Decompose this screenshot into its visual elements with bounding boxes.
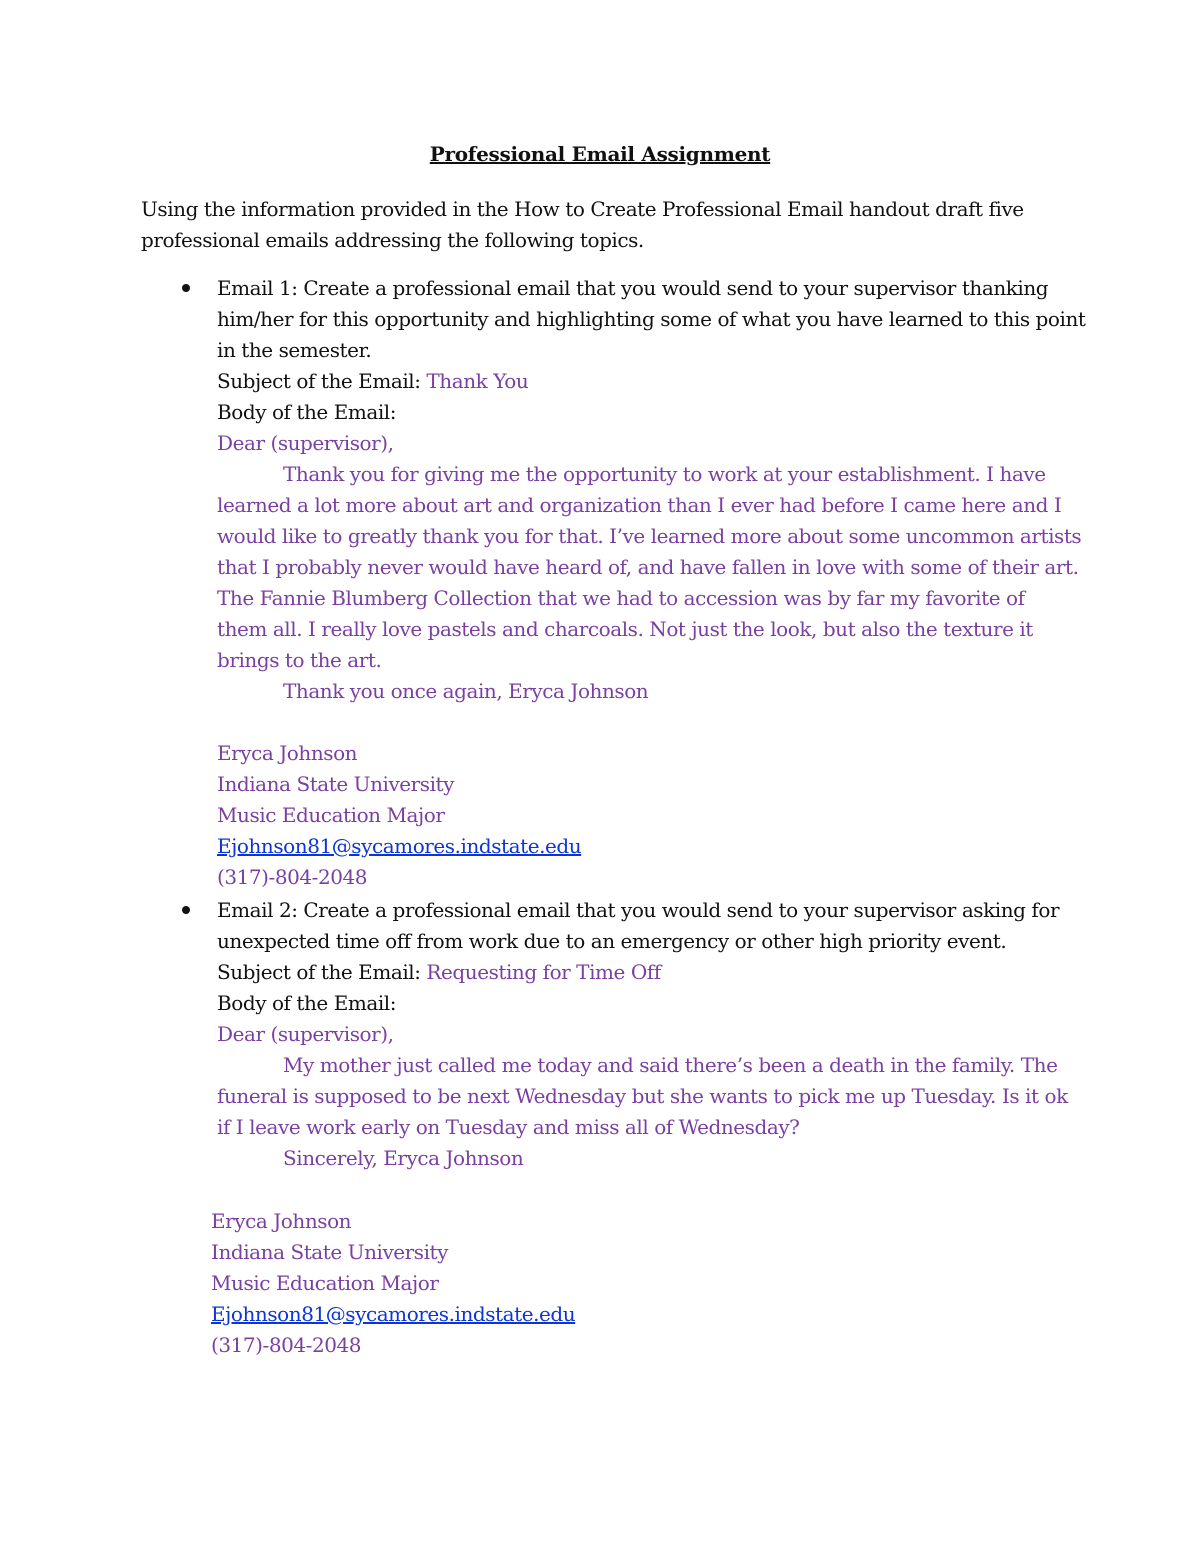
email-1-signature-phone: (317)-804-2048 — [217, 865, 368, 889]
subject-value: Thank You — [426, 369, 529, 393]
email-1-prompt-line: in the semester. — [217, 338, 372, 362]
email-2-signature-name: Eryca Johnson — [211, 1209, 352, 1233]
email-1-body-line: brings to the art. — [217, 648, 382, 672]
email-1-signature-major: Music Education Major — [217, 803, 445, 827]
document-title: Professional Email Assignment — [429, 142, 771, 166]
email-2-prompt-line: unexpected time off from work due to an emergency or other high priority event. — [217, 929, 1007, 953]
subject-label: Subject of the Email: — [217, 369, 427, 393]
subject-label: Subject of the Email: — [217, 960, 427, 984]
email-1-greeting: Dear (supervisor), — [217, 431, 394, 455]
email-1-body-line: would like to greatly thank you for that. I’ve learned more about some uncommon artists — [217, 524, 1082, 548]
bullet-icon — [182, 284, 190, 292]
email-1-closing: Thank you once again, Eryca Johnson — [283, 679, 649, 703]
email-2-body-label: Body of the Email: — [217, 991, 397, 1015]
email-1-prompt-line: him/her for this opportunity and highlighting some of what you have learned to this point — [217, 307, 1086, 331]
email-2-signature-major: Music Education Major — [211, 1271, 439, 1295]
email-1-prompt-line: Email 1: Create a professional email that you would send to your supervisor thanking — [217, 276, 1049, 300]
email-1-signature-email-link[interactable]: Ejohnson81@sycamores.indstate.edu — [217, 834, 582, 858]
email-1-signature-name: Eryca Johnson — [217, 741, 358, 765]
email-2-greeting: Dear (supervisor), — [217, 1022, 394, 1046]
email-2-signature-phone: (317)-804-2048 — [211, 1333, 362, 1357]
email-1-body-line: learned a lot more about art and organization than I ever had before I came here and I — [217, 493, 1062, 517]
email-1-subject — [217, 366, 1085, 397]
email-2-section — [217, 895, 1068, 1174]
email-2-signature-school: Indiana State University — [211, 1240, 448, 1264]
subject-value: Requesting for Time Off — [426, 960, 661, 984]
email-1-body-line: that I probably never would have heard of, and have fallen in love with some of their art. — [217, 555, 1079, 579]
intro-paragraph — [141, 194, 1081, 256]
email-1-body-line: The Fannie Blumberg Collection that we had to accession was by far my favorite of — [217, 586, 1025, 610]
email-2-subject — [217, 957, 1068, 988]
email-1-section — [217, 273, 1085, 893]
email-1-signature-school: Indiana State University — [217, 772, 454, 796]
email-2-body-line: My mother just called me today and said there’s been a death in the family. The — [283, 1053, 1058, 1077]
blank-line — [217, 707, 1085, 738]
email-1-body-line: Thank you for giving me the opportunity to work at your establishment. I have — [283, 462, 1046, 486]
bullet-icon — [182, 906, 190, 914]
email-2-body-line: funeral is supposed to be next Wednesday but she wants to pick me up Tuesday. Is it ok — [217, 1084, 1068, 1108]
email-1-body-line: them all. I really love pastels and charcoals. Not just the look, but also the texture it — [217, 617, 1033, 641]
intro-line: professional emails addressing the following topics. — [141, 228, 644, 252]
intro-line: Using the information provided in the How to Create Professional Email handout draft five — [141, 197, 1024, 221]
email-1-body-label: Body of the Email: — [217, 400, 397, 424]
email-2-signature-email-link[interactable]: Ejohnson81@sycamores.indstate.edu — [211, 1302, 576, 1326]
email-2-body-line: if I leave work early on Tuesday and miss all of Wednesday? — [217, 1115, 800, 1139]
email-2-signature — [211, 1206, 575, 1361]
email-2-closing: Sincerely, Eryca Johnson — [283, 1146, 524, 1170]
email-2-prompt-line: Email 2: Create a professional email that you would send to your supervisor asking for — [217, 898, 1060, 922]
